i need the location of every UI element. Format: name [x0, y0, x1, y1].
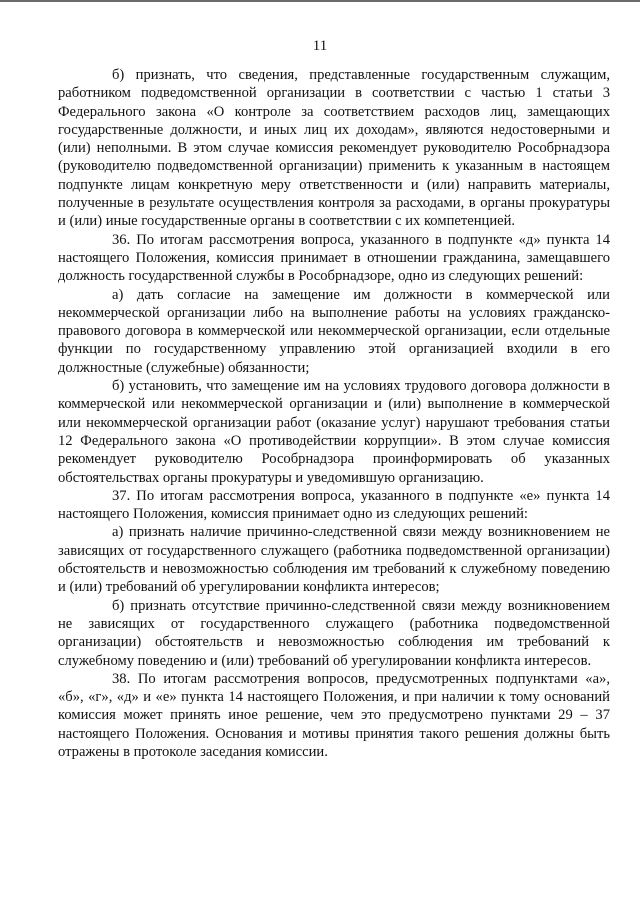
- paragraph-37: 37. По итогам рассмотрения вопроса, указанного в подпункте «е» пункта 14 настоящего Положения, комиссия принимает одно из следующих решений:: [58, 487, 610, 523]
- scan-edge-mark: [624, 448, 638, 488]
- paragraph-37-a: а) признать наличие причинно-следственной связи между возникновением не зависящих от государственного служащего (работника подведомственной организации) обстоятельств и невозможностью соблюдения им требований к служебному поведению и (или) требований об урегулировании конфликта интересов;: [58, 524, 610, 596]
- paragraph-36-a: а) дать согласие на замещение им должности в коммерческой или некоммерческой организации либо на выполнение работы на условиях гражданско-правового договора в коммерческой или некоммерческой организации, если отдельные функции по государственному управлению этой организацией входили в его должностные (служебные) обязанности;: [58, 286, 610, 376]
- paragraph-37-b: б) признать отсутствие причинно-следственной связи между возникновением не зависящих от государственного служащего (работника подведомственной организации) обстоятельств и невозможностью соблюдения им требований к служебному поведению и (или) требований об урегулировании конфликта интересов.: [58, 597, 610, 669]
- page-number: 11: [312, 38, 328, 54]
- document-body: [58, 66, 610, 761]
- paragraph-38: 38. По итогам рассмотрения вопросов, предусмотренных подпунктами «а», «б», «г», «д» и «е» пункта 14 настоящего Положения, и при наличии к тому оснований комиссия может принять иное решение, чем это предусмотрено пунктами 29 – 37 настоящего Положения. Основания и мотивы принятия такого решения должны быть отражены в протоколе заседания комиссии.: [58, 670, 610, 760]
- paragraph-36: 36. По итогам рассмотрения вопроса, указанного в подпункте «д» пункта 14 настоящего Положения, комиссия принимает в отношении гражданина, замещавшего должность государственной службы в Рособрнадзоре, одно из следующих решений:: [58, 231, 610, 285]
- top-border-line: [0, 0, 640, 2]
- paragraph-36-b: б) установить, что замещение им на условиях трудового договора должности в коммерческой или некоммерческой организации и (или) выполнение в коммерческой или некоммерческой организации работ (оказание услуг) нарушают требования статьи 12 Федерального закона «О противодействии коррупции». В этом случае комиссия рекомендует руководителю Рособрнадзора проинформировать об указанных обстоятельствах органы прокуратуры и уведомившую организацию.: [58, 378, 610, 486]
- paragraph-35-b: б) признать, что сведения, представленные государственным служащим, работником подведомственной организации в соответствии с частью 1 статьи 3 Федерального закона «О контроле за соответствием расходов лиц, замещающих государственные должности, и иных лиц их доходам», являются недостоверными и (или) неполными. В этом случае комиссия рекомендует руководителю Рособрнадзора (руководителю подведомственной организации) применить к указанным в настоящем подпункте лицам конкретную меру ответственности и (или) направить материалы, полученные в результате осуществления контроля за расходами, в органы прокуратуры и (или) иные государственные органы в соответствии с их компетенцией.: [58, 67, 610, 230]
